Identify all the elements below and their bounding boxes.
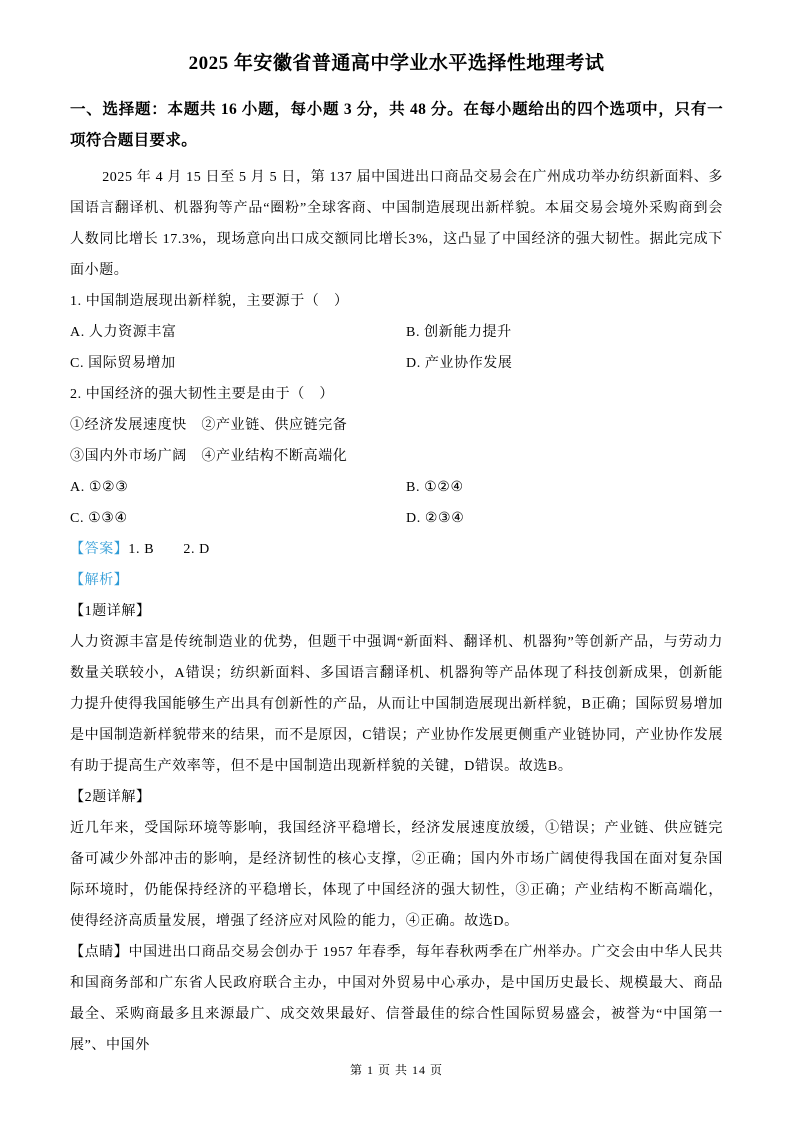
q2-option-c: C. ①③④ [70, 511, 128, 526]
tip-paragraph [70, 937, 723, 1061]
q2-option-b: B. ①②④ [406, 480, 464, 495]
q2-statements-line-1: ①经济发展速度快 ②产业链、供应链完备 [70, 418, 348, 433]
question-2-options [70, 472, 723, 534]
page-title: 2025 年安徽省普通高中学业水平选择性地理考试 [188, 53, 605, 74]
detail-2-label: 【2题详解】 [70, 790, 151, 805]
answer-line [70, 534, 723, 565]
q1-option-d: D. 产业协作发展 [406, 356, 513, 371]
answer-label: 【答案】 [70, 542, 129, 557]
question-2-stem: 2. 中国经济的强大韧性主要是由于（ ） [70, 387, 334, 402]
section-header: 一、选择题：本题共 16 小题，每小题 3 分，共 48 分。在每小题给出的四个选项中，只有一项符合题目要求。 [70, 101, 723, 149]
detail-1-text: 人力资源丰富是传统制造业的优势，但题干中强调“新面料、翻译机、机器狗”等创新产品，与劳动力数量关联较小，A错误；纺织新面料、多国语言翻译机、机器狗等产品体现了科技创新成果，创新能力提升使得我国能够生产出具有创新性的产品，从而让中国制造展现出新样貌，B正确；国际贸易增加是中国制造新样貌带来的结果，而不是原因，C错误；产业协作发展更侧重产业链协同，产业协作发展有助于提高生产效率等，但不是中国制造出现新样貌的关键，D错误。故选B。 [70, 635, 723, 774]
question-1-stem: 1. 中国制造展现出新样貌，主要源于（ ） [70, 294, 349, 309]
question-1-options [70, 317, 723, 379]
detail-2-text: 近几年来，受国际环境等影响，我国经济平稳增长，经济发展速度放缓，①错误；产业链、供应链完备可减少外部冲击的影响，是经济韧性的核心支撑，②正确；国内外市场广阔使得我国在面对复杂国际环境时，仍能保持经济的平稳增长，体现了中国经济的强大韧性，③正确；产业结构不断高端化，使得经济高质量发展，增强了经济应对风险的能力，④正确。故选D。 [70, 821, 723, 929]
q2-option-a: A. ①②③ [70, 480, 129, 495]
detail-1-label: 【1题详解】 [70, 604, 151, 619]
q2-statements-line-2: ③国内外市场广阔 ④产业结构不断高端化 [70, 449, 348, 464]
analysis-label: 【解析】 [70, 573, 129, 588]
tip-label: 【点睛】 [70, 945, 129, 960]
analysis-line [70, 565, 723, 596]
answer-value: 1. B 2. D [128, 542, 210, 557]
tip-text: 中国进出口商品交易会创办于 1957 年春季，每年春秋两季在广州举办。广交会由中华人民共和国商务部和广东省人民政府联合主办，中国对外贸易中心承办，是中国历史最长、规模最大、商品最全、采购商最多且来源最广、成交效果最好、信誉最佳的综合性国际贸易盛会，被誉为“中国第一展”、中国外 [70, 945, 723, 1053]
q2-option-d: D. ②③④ [406, 511, 465, 526]
q1-option-c: C. 国际贸易增加 [70, 356, 176, 371]
q1-option-a: A. 人力资源丰富 [70, 325, 177, 340]
q1-option-b: B. 创新能力提升 [406, 325, 512, 340]
question-passage: 2025 年 4 月 15 日至 5 月 5 日，第 137 届中国进出口商品交易会在广州成功举办纺织新面料、多国语言翻译机、机器狗等产品“圈粉”全球客商、中国制造展现出新样貌。本届交易会境外采购商到会人数同比增长 17.3%，现场意向出口成交额同比增长3%，这凸显了中国经济的强大韧性。据此完成下面小题。 [70, 170, 723, 278]
page-footer: 第 1 页 共 14 页 [349, 1063, 443, 1077]
